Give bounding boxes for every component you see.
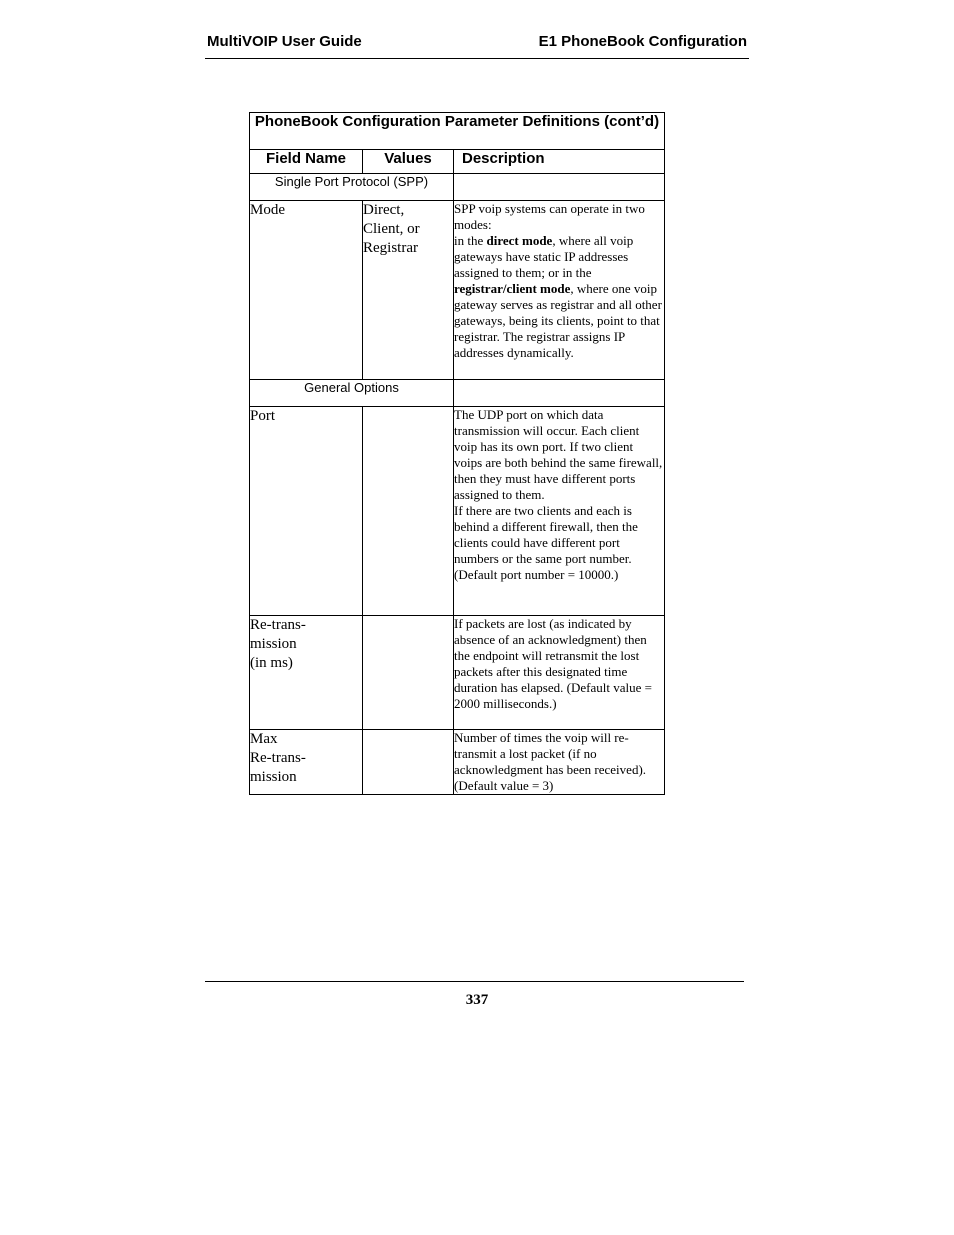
table-title-row: [250, 113, 665, 150]
field-values-port: [363, 407, 454, 616]
field-name-mode: Mode: [250, 201, 363, 380]
field-name-retransmission: Re-trans- mission (in ms): [250, 616, 363, 730]
column-header-field-name: Field Name: [250, 150, 363, 174]
section-row-spp: [250, 174, 665, 201]
table-row: [250, 616, 665, 730]
desc-bold-term: registrar/client mode: [454, 281, 571, 296]
field-values-retransmission: [363, 616, 454, 730]
footer-divider: [205, 981, 744, 982]
table-title: PhoneBook Configuration Parameter Definitions (cont’d): [250, 113, 665, 150]
section-label-spp: Single Port Protocol (SPP): [250, 174, 454, 201]
section-empty-cell: [454, 380, 665, 407]
table-row: [250, 201, 665, 380]
section-empty-cell: [454, 174, 665, 201]
field-description-retransmission: If packets are lost (as indicated by absence of an acknowledgment) then the endpoint will retransmit the lost packets after this designated time duration has elapsed. (Default value = 2000 milliseconds.): [454, 616, 665, 730]
field-description-mode: [454, 201, 665, 380]
field-description-max-retransmission: Number of times the voip will re-transmit a lost packet (if no acknowledgment has been received). (Default value = 3): [454, 730, 665, 795]
field-values-max-retransmission: [363, 730, 454, 795]
field-name-max-retransmission: Max Re-trans- mission: [250, 730, 363, 795]
desc-bold-term: direct mode: [486, 233, 553, 248]
section-label-general: General Options: [250, 380, 454, 407]
section-row-general: [250, 380, 665, 407]
column-header-values: Values: [363, 150, 454, 174]
table-row: [250, 730, 665, 795]
parameter-definitions-table: [249, 112, 665, 795]
column-header-description: Description: [454, 150, 665, 174]
column-header-row: [250, 150, 665, 174]
field-description-port: The UDP port on which data transmission will occur. Each client voip has its own port. If two client voips are both behind the same firewall, then they must have different ports assigned to them. If there are two clients and each is behind a different firewall, then the clients could have different port numbers or the same port number. (Default port number = 10000.): [454, 407, 665, 616]
desc-text: SPP voip systems can operate in two modes: in the: [454, 201, 645, 248]
table-row: [250, 407, 665, 616]
field-name-port: Port: [250, 407, 363, 616]
field-values-mode: Direct, Client, or Registrar: [363, 201, 454, 380]
header-divider: [205, 58, 749, 59]
desc-text: , where one voip gateway serves as registrar and all other gateways, being its clients, point to that registrar. The registrar assigns IP addresses dynamically.: [454, 281, 662, 360]
desc-text: , where all voip gateways have static IP addresses assigned to them; or in the: [454, 233, 634, 280]
page-number: 337: [465, 992, 489, 1008]
header-section-title: E1 PhoneBook Configuration: [538, 33, 747, 50]
header-guide-title: MultiVOIP User Guide: [207, 33, 362, 50]
